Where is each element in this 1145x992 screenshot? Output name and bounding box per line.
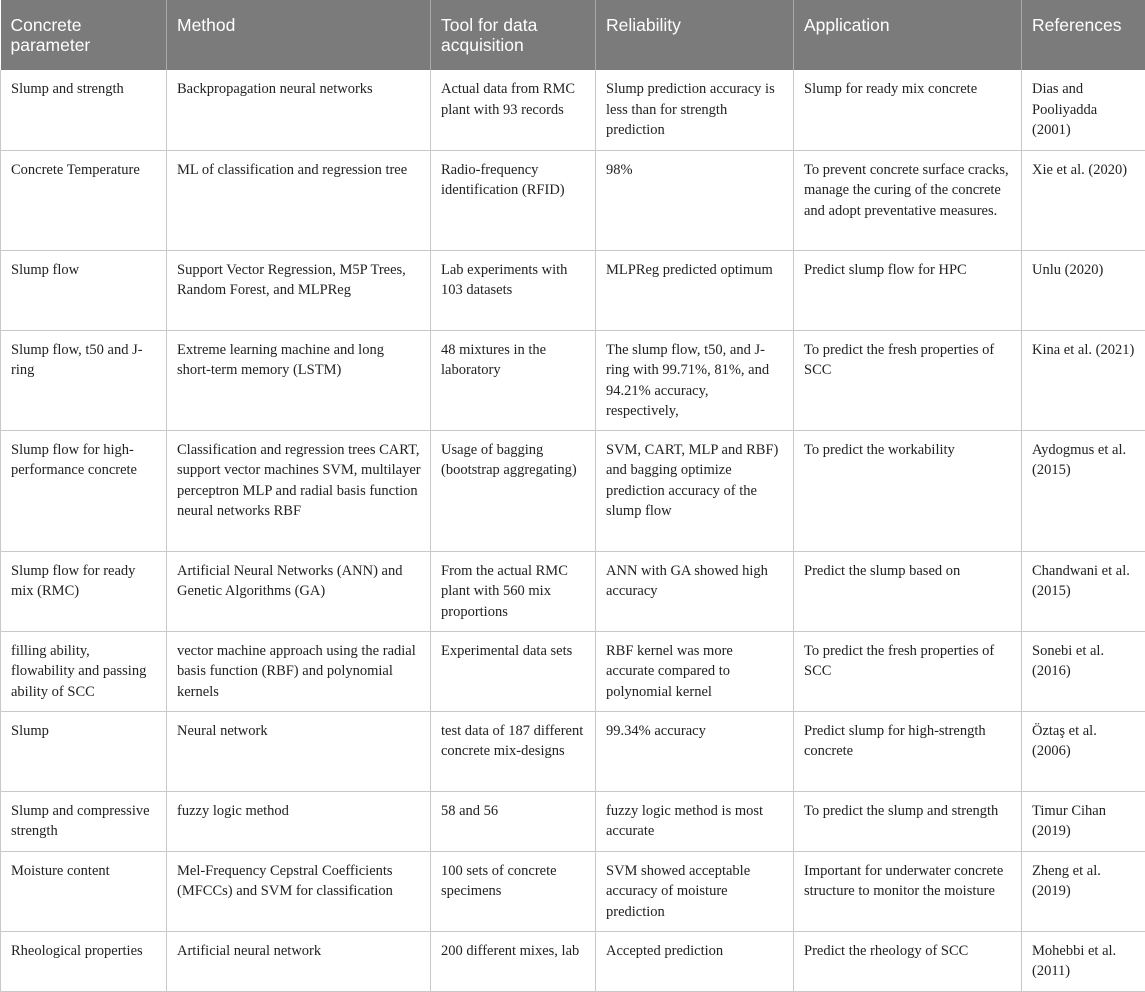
table-row (1, 791, 1145, 851)
header-method: Method (167, 0, 431, 70)
cell-method: ML of classification and regression tree (167, 150, 431, 250)
cell-reliability: Slump prediction accuracy is less than for strength prediction (596, 70, 794, 150)
cell-reference: Dias and Pooliyadda (2001) (1022, 70, 1145, 150)
header-application: Application (794, 0, 1022, 70)
cell-reference: Timur Cihan (2019) (1022, 791, 1145, 851)
cell-parameter: Slump and strength (1, 70, 167, 150)
table-row (1, 430, 1145, 551)
table-row (1, 150, 1145, 250)
cell-method: Backpropagation neural networks (167, 70, 431, 150)
header-tool: Tool for data acquisition (431, 0, 596, 70)
table-header (1, 0, 1145, 70)
table-row (1, 711, 1145, 791)
cell-reliability: SVM showed acceptable accuracy of moisture prediction (596, 851, 794, 931)
cell-tool: Actual data from RMC plant with 93 records (431, 70, 596, 150)
cell-tool: 200 different mixes, lab (431, 931, 596, 991)
cell-application: Predict the rheology of SCC (794, 931, 1022, 991)
cell-application: Important for underwater concrete structure to monitor the moisture (794, 851, 1022, 931)
cell-method: Artificial Neural Networks (ANN) and Genetic Algorithms (GA) (167, 551, 431, 631)
cell-method: Support Vector Regression, M5P Trees, Random Forest, and MLPReg (167, 250, 431, 330)
cell-reliability: SVM, CART, MLP and RBF) and bagging optimize prediction accuracy of the slump flow (596, 430, 794, 551)
cell-reference: Xie et al. (2020) (1022, 150, 1145, 250)
header-row (1, 0, 1145, 70)
cell-method: Artificial neural network (167, 931, 431, 991)
cell-reference: Aydogmus et al. (2015) (1022, 430, 1145, 551)
cell-method: Mel-Frequency Cepstral Coefficients (MFCCs) and SVM for classification (167, 851, 431, 931)
cell-tool: 48 mixtures in the laboratory (431, 330, 596, 430)
table-row (1, 70, 1145, 150)
cell-tool: 58 and 56 (431, 791, 596, 851)
cell-reference: Kina et al. (2021) (1022, 330, 1145, 430)
cell-reliability: Accepted prediction (596, 931, 794, 991)
table-row (1, 250, 1145, 330)
table-row (1, 851, 1145, 931)
cell-application: To predict the fresh properties of SCC (794, 330, 1022, 430)
cell-tool: Usage of bagging (bootstrap aggregating) (431, 430, 596, 551)
cell-application: To prevent concrete surface cracks, manage the curing of the concrete and adopt preventative measures. (794, 150, 1022, 250)
cell-tool: 100 sets of concrete specimens (431, 851, 596, 931)
cell-application: To predict the workability (794, 430, 1022, 551)
cell-parameter: Rheological properties (1, 931, 167, 991)
cell-parameter: Slump flow, t50 and J-ring (1, 330, 167, 430)
cell-parameter: Concrete Temperature (1, 150, 167, 250)
cell-method: Extreme learning machine and long short-term memory (LSTM) (167, 330, 431, 430)
cell-reference: Sonebi et al. (2016) (1022, 631, 1145, 711)
cell-application: To predict the slump and strength (794, 791, 1022, 851)
cell-method: Classification and regression trees CART, support vector machines SVM, multilayer perceptron MLP and radial basis function neural networks RBF (167, 430, 431, 551)
header-reliability: Reliability (596, 0, 794, 70)
cell-application: Predict the slump based on (794, 551, 1022, 631)
cell-reference: Unlu (2020) (1022, 250, 1145, 330)
cell-parameter: Slump flow (1, 250, 167, 330)
cell-reliability: The slump flow, t50, and J-ring with 99.71%, 81%, and 94.21% accuracy, respectively, (596, 330, 794, 430)
cell-application: Predict slump for high-strength concrete (794, 711, 1022, 791)
cell-reliability: ANN with GA showed high accuracy (596, 551, 794, 631)
cell-tool: Lab experiments with 103 datasets (431, 250, 596, 330)
cell-tool: From the actual RMC plant with 560 mix proportions (431, 551, 596, 631)
cell-reference: Zheng et al. (2019) (1022, 851, 1145, 931)
cell-parameter: Slump and compressive strength (1, 791, 167, 851)
cell-reliability: 98% (596, 150, 794, 250)
cell-application: To predict the fresh properties of SCC (794, 631, 1022, 711)
cell-reference: Mohebbi et al. (2011) (1022, 931, 1145, 991)
cell-method: fuzzy logic method (167, 791, 431, 851)
cell-parameter: filling ability, flowability and passing ability of SCC (1, 631, 167, 711)
cell-application: Predict slump flow for HPC (794, 250, 1022, 330)
cell-tool: test data of 187 different concrete mix-designs (431, 711, 596, 791)
cell-tool: Experimental data sets (431, 631, 596, 711)
cell-parameter: Slump flow for high-performance concrete (1, 430, 167, 551)
cell-reliability: 99.34% accuracy (596, 711, 794, 791)
cell-reliability: RBF kernel was more accurate compared to polynomial kernel (596, 631, 794, 711)
header-concrete-parameter: Concrete parameter (1, 0, 167, 70)
cell-reliability: MLPReg predicted optimum (596, 250, 794, 330)
table-row (1, 931, 1145, 991)
cell-method: Neural network (167, 711, 431, 791)
cell-parameter: Moisture content (1, 851, 167, 931)
cell-reference: Öztaş et al. (2006) (1022, 711, 1145, 791)
header-references: References (1022, 0, 1145, 70)
cell-tool: Radio-frequency identification (RFID) (431, 150, 596, 250)
table-row (1, 330, 1145, 430)
cell-reference: Chandwani et al. (2015) (1022, 551, 1145, 631)
table-row (1, 551, 1145, 631)
cell-parameter: Slump (1, 711, 167, 791)
cell-application: Slump for ready mix concrete (794, 70, 1022, 150)
table-body (1, 70, 1145, 991)
cell-parameter: Slump flow for ready mix (RMC) (1, 551, 167, 631)
cell-reliability: fuzzy logic method is most accurate (596, 791, 794, 851)
cell-method: vector machine approach using the radial basis function (RBF) and polynomial kernels (167, 631, 431, 711)
table-row (1, 631, 1145, 711)
